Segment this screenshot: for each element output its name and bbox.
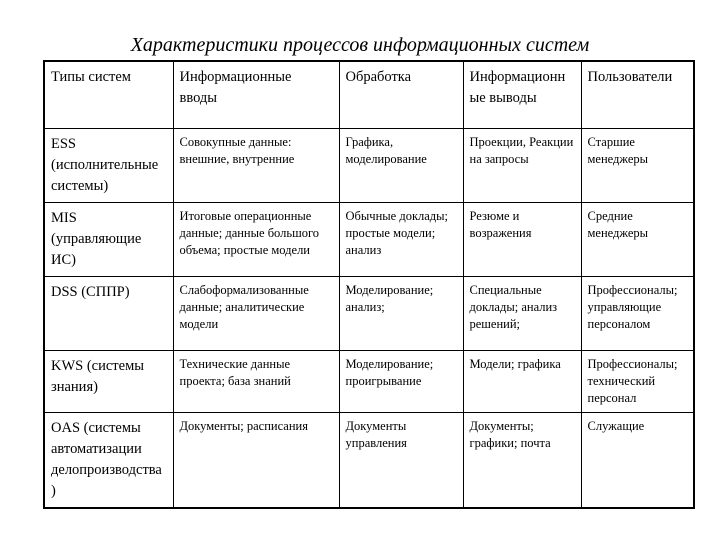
table-row (44, 128, 694, 202)
table-cell: Служащие (581, 412, 694, 508)
table-row (44, 412, 694, 508)
table-row (44, 350, 694, 412)
table-cell: Итоговые операционные данные; данные большого объема; простые модели (173, 202, 339, 276)
header-cell: Типы систем (44, 61, 173, 128)
table-cell: Профессионалы; технический персонал (581, 350, 694, 412)
table-header-row (44, 61, 694, 128)
table-cell: Резюме и возражения (463, 202, 581, 276)
characteristics-table (43, 60, 695, 509)
page-title: Характеристики процессов информационных систем (130, 34, 590, 56)
table-cell: Моделирование; анализ; (339, 276, 463, 350)
table-row (44, 202, 694, 276)
header-cell: Обработка (339, 61, 463, 128)
table-cell: Профессионалы; управляющие персоналом (581, 276, 694, 350)
header-cell: Информационные выводы (463, 61, 581, 128)
table-cell: Старшие менеджеры (581, 128, 694, 202)
table-row (44, 276, 694, 350)
table-cell: Слабоформализованные данные; аналитические модели (173, 276, 339, 350)
table-cell: Совокупные данные: внешние, внутренние (173, 128, 339, 202)
table-cell: KWS (системы знания) (44, 350, 173, 412)
table-cell: Модели; графика (463, 350, 581, 412)
table-cell: Графика, моделирование (339, 128, 463, 202)
table-cell: Документы управления (339, 412, 463, 508)
table-cell: Средние менеджеры (581, 202, 694, 276)
table-cell: Специальные доклады; анализ решений; (463, 276, 581, 350)
table-cell: ESS (исполнительные системы) (44, 128, 173, 202)
table-cell: DSS (СППР) (44, 276, 173, 350)
table-cell: Проекции, Реакции на запросы (463, 128, 581, 202)
table-cell: MIS (управляющие ИС) (44, 202, 173, 276)
table-cell: Технические данные проекта; база знаний (173, 350, 339, 412)
table-cell: Документы; графики; почта (463, 412, 581, 508)
table-cell: Документы; расписания (173, 412, 339, 508)
table-cell: Обычные доклады; простые модели; анализ (339, 202, 463, 276)
header-cell: Информационные вводы (173, 61, 339, 128)
header-cell: Пользователи (581, 61, 694, 128)
table-cell: Моделирование; проигрывание (339, 350, 463, 412)
table-cell: OAS (системы автоматизации делопроизводства) (44, 412, 173, 508)
